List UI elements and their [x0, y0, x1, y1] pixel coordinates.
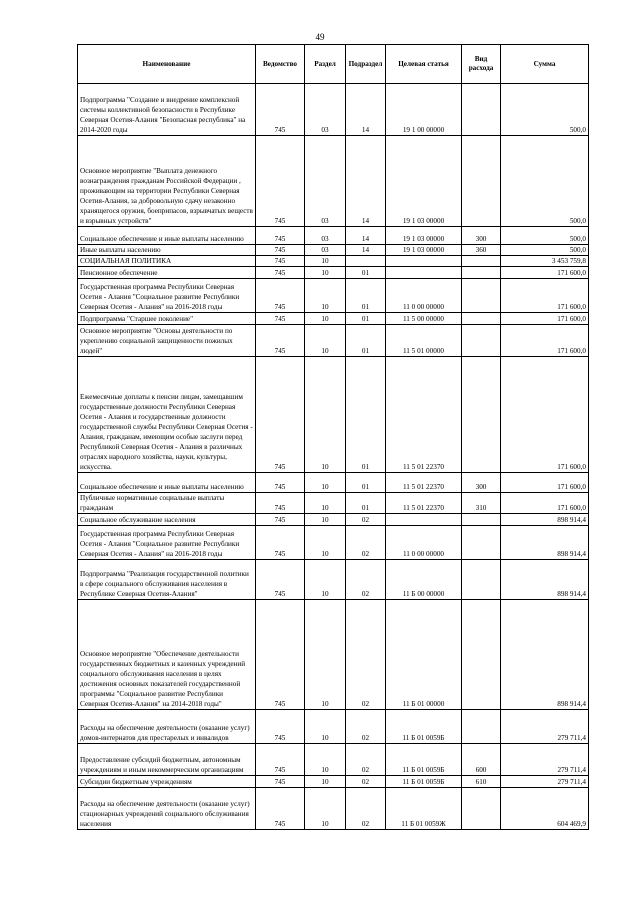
- cell-vid: [462, 136, 501, 227]
- cell-summa: 500,0: [501, 245, 589, 256]
- cell-vid: [462, 357, 501, 473]
- cell-vid: [462, 325, 501, 357]
- cell-name: Основное мероприятие "Выплата денежного вознаграждения гражданам Российской Федерации , проживающим на территории Республики Северная Осетия-Алания, за добровольную сдачу незаконно хранящегося оружия, боеприпасов, взрывчатых веществ и взрывных устройств": [78, 136, 256, 227]
- cell-statya: 11 5 01 00000: [386, 325, 462, 357]
- cell-ved: 745: [256, 600, 305, 710]
- cell-razdel: 03: [305, 227, 346, 245]
- table-row: [78, 84, 589, 136]
- cell-statya: 11 Б 01 0059Б: [386, 744, 462, 776]
- table-row: [78, 788, 589, 830]
- cell-vid: [462, 267, 501, 279]
- cell-razdel: 10: [305, 514, 346, 526]
- cell-statya: 11 5 01 22370: [386, 473, 462, 493]
- cell-razdel: 10: [305, 313, 346, 325]
- cell-statya: 11 0 00 00000: [386, 279, 462, 313]
- cell-vid: 610: [462, 776, 501, 788]
- cell-ved: 745: [256, 279, 305, 313]
- cell-podrazdel: 02: [346, 526, 386, 560]
- cell-vid: [462, 526, 501, 560]
- cell-name: Социальное обеспечение и иные выплаты населению: [78, 227, 256, 245]
- cell-summa: 171 600,0: [501, 473, 589, 493]
- cell-podrazdel: 02: [346, 788, 386, 830]
- cell-razdel: 10: [305, 788, 346, 830]
- cell-statya: 19 1 00 00000: [386, 84, 462, 136]
- cell-podrazdel: 14: [346, 136, 386, 227]
- cell-ved: 745: [256, 357, 305, 473]
- table-row: [78, 325, 589, 357]
- table-row: [78, 256, 589, 267]
- cell-statya: [386, 514, 462, 526]
- cell-podrazdel: 01: [346, 325, 386, 357]
- cell-podrazdel: 02: [346, 710, 386, 744]
- cell-name: Основное мероприятие "Обеспечение деятельности государственных бюджетных и казенных учреждений социального обслуживания населения в целях достижения основных показателей государственной программы "Социальное развитие Республики Северная Осетия-Алания" на 2014-2018 годы": [78, 600, 256, 710]
- header-podrazdel: Подраздел: [346, 45, 386, 84]
- cell-statya: [386, 256, 462, 267]
- table-row: [78, 357, 589, 473]
- cell-razdel: 10: [305, 279, 346, 313]
- cell-statya: 11 Б 01 0059Ж: [386, 788, 462, 830]
- header-statya: Целевая статья: [386, 45, 462, 84]
- cell-name: Подпрограмма "Старшее поколение": [78, 313, 256, 325]
- cell-vid: [462, 84, 501, 136]
- cell-razdel: 10: [305, 325, 346, 357]
- cell-razdel: 10: [305, 600, 346, 710]
- cell-podrazdel: 14: [346, 245, 386, 256]
- cell-razdel: 03: [305, 84, 346, 136]
- header-razdel: Раздел: [305, 45, 346, 84]
- cell-statya: 19 1 03 00000: [386, 245, 462, 256]
- cell-razdel: 10: [305, 710, 346, 744]
- cell-podrazdel: 01: [346, 493, 386, 514]
- table-header-row: [78, 45, 589, 84]
- cell-ved: 745: [256, 227, 305, 245]
- table-row: [78, 514, 589, 526]
- table-row: [78, 560, 589, 600]
- cell-name: Субсидии бюджетным учреждениям: [78, 776, 256, 788]
- table-row: [78, 267, 589, 279]
- cell-summa: 279 711,4: [501, 776, 589, 788]
- cell-ved: 745: [256, 560, 305, 600]
- cell-ved: 745: [256, 84, 305, 136]
- cell-name: Социальное обслуживание населения: [78, 514, 256, 526]
- table-row: [78, 136, 589, 227]
- table-row: [78, 776, 589, 788]
- cell-statya: 11 Б 01 0059Б: [386, 776, 462, 788]
- cell-name: Подпрограмма "Реализация государственной политики в сфере социального обслуживания населения в Республике Северная Осетия-Алания": [78, 560, 256, 600]
- cell-name: Государственная программа Республики Северная Осетия - Алания "Социальное развитие Республики Северная Осетия - Алания" на 2016-2018 годы: [78, 526, 256, 560]
- cell-podrazdel: 01: [346, 279, 386, 313]
- cell-ved: 745: [256, 136, 305, 227]
- table-row: [78, 600, 589, 710]
- cell-razdel: 10: [305, 526, 346, 560]
- cell-statya: 19 1 03 00000: [386, 227, 462, 245]
- cell-podrazdel: 02: [346, 560, 386, 600]
- cell-summa: 500,0: [501, 84, 589, 136]
- cell-summa: 171 600,0: [501, 325, 589, 357]
- cell-name: Ежемесячные доплаты к пенсии лицам, замещавшим государственные должности Республики Северная Осетия - Алания и государственные должности государственной службы Республики Северная Осетия - Алания, гражданам, имеющим особые заслуги перед Республикой Северная Осетия - Алания в различных отраслях народного хозяйства, науки, культуры, искусства.: [78, 357, 256, 473]
- cell-summa: 898 914,4: [501, 526, 589, 560]
- cell-podrazdel: 01: [346, 313, 386, 325]
- cell-razdel: 10: [305, 493, 346, 514]
- cell-statya: 11 Б 01 0059Б: [386, 710, 462, 744]
- cell-vid: [462, 514, 501, 526]
- cell-name: Социальное обеспечение и иные выплаты населению: [78, 473, 256, 493]
- cell-name: СОЦИАЛЬНАЯ ПОЛИТИКА: [78, 256, 256, 267]
- cell-name: Иные выплаты населению: [78, 245, 256, 256]
- cell-statya: 19 1 03 00000: [386, 136, 462, 227]
- cell-razdel: 03: [305, 136, 346, 227]
- cell-vid: [462, 600, 501, 710]
- cell-podrazdel: 02: [346, 514, 386, 526]
- cell-statya: 11 5 01 22370: [386, 357, 462, 473]
- cell-podrazdel: 14: [346, 227, 386, 245]
- cell-summa: 171 600,0: [501, 357, 589, 473]
- table-row: [78, 313, 589, 325]
- cell-ved: 745: [256, 710, 305, 744]
- cell-name: Публичные нормативные социальные выплаты гражданам: [78, 493, 256, 514]
- cell-name: Государственная программа Республики Северная Осетия - Алания "Социальное развитие Республики Северная Осетия - Алания" на 2016-2018 годы: [78, 279, 256, 313]
- cell-name: Основное мероприятие "Основы деятельности по укреплению социальной защищенности пожилых людей": [78, 325, 256, 357]
- cell-razdel: 10: [305, 256, 346, 267]
- cell-ved: 745: [256, 788, 305, 830]
- cell-statya: 11 Б 00 00000: [386, 560, 462, 600]
- cell-podrazdel: 14: [346, 84, 386, 136]
- cell-podrazdel: [346, 256, 386, 267]
- cell-summa: 171 600,0: [501, 279, 589, 313]
- table-row: [78, 245, 589, 256]
- cell-name: Пенсионное обеспечение: [78, 267, 256, 279]
- cell-name: Предоставление субсидий бюджетным, автономным учреждениям и иным некоммерческим организациям: [78, 744, 256, 776]
- header-vid: Вид расхода: [462, 45, 501, 84]
- cell-ved: 745: [256, 313, 305, 325]
- budget-table: [77, 44, 589, 830]
- cell-statya: [386, 267, 462, 279]
- cell-razdel: 10: [305, 776, 346, 788]
- cell-vid: [462, 560, 501, 600]
- cell-podrazdel: 01: [346, 357, 386, 473]
- cell-podrazdel: 02: [346, 744, 386, 776]
- header-ved: Ведомство: [256, 45, 305, 84]
- cell-name: Расходы на обеспечение деятельности (оказание услуг) стационарных учреждений социального обслуживания населения: [78, 788, 256, 830]
- cell-summa: 171 600,0: [501, 493, 589, 514]
- cell-razdel: 10: [305, 560, 346, 600]
- cell-summa: 500,0: [501, 136, 589, 227]
- table-row: [78, 473, 589, 493]
- cell-statya: 11 0 00 00000: [386, 526, 462, 560]
- cell-podrazdel: 02: [346, 776, 386, 788]
- table-row: [78, 526, 589, 560]
- cell-name: Подпрограмма "Создание и внедрение комплексной системы коллективной безопасности в Республике Северная Осетия-Алания "Безопасная республика" на 2014-2020 годы: [78, 84, 256, 136]
- cell-summa: 500,0: [501, 227, 589, 245]
- cell-ved: 745: [256, 256, 305, 267]
- cell-podrazdel: 01: [346, 473, 386, 493]
- page-number: 49: [315, 32, 325, 42]
- cell-vid: 310: [462, 493, 501, 514]
- cell-ved: 745: [256, 473, 305, 493]
- cell-vid: [462, 256, 501, 267]
- cell-statya: 11 5 00 00000: [386, 313, 462, 325]
- cell-ved: 745: [256, 245, 305, 256]
- cell-statya: 11 5 01 22370: [386, 493, 462, 514]
- cell-ved: 745: [256, 325, 305, 357]
- table-row: [78, 493, 589, 514]
- cell-vid: [462, 279, 501, 313]
- cell-summa: 279 711,4: [501, 744, 589, 776]
- cell-podrazdel: 01: [346, 267, 386, 279]
- cell-summa: 3 453 759,8: [501, 256, 589, 267]
- table-row: [78, 744, 589, 776]
- header-name: Наименование: [78, 45, 256, 84]
- cell-summa: 898 914,4: [501, 600, 589, 710]
- cell-statya: 11 Б 01 00000: [386, 600, 462, 710]
- table-row: [78, 227, 589, 245]
- cell-ved: 745: [256, 493, 305, 514]
- cell-razdel: 03: [305, 245, 346, 256]
- cell-razdel: 10: [305, 473, 346, 493]
- cell-razdel: 10: [305, 357, 346, 473]
- cell-summa: 279 711,4: [501, 710, 589, 744]
- cell-ved: 745: [256, 267, 305, 279]
- cell-razdel: 10: [305, 744, 346, 776]
- table-row: [78, 279, 589, 313]
- cell-name: Расходы на обеспечение деятельности (оказание услуг) домов-интернатов для престарелых и инвалидов: [78, 710, 256, 744]
- cell-ved: 745: [256, 776, 305, 788]
- cell-razdel: 10: [305, 267, 346, 279]
- cell-vid: 300: [462, 473, 501, 493]
- table-row: [78, 710, 589, 744]
- cell-summa: 171 600,0: [501, 267, 589, 279]
- cell-vid: [462, 788, 501, 830]
- cell-vid: [462, 710, 501, 744]
- cell-vid: [462, 313, 501, 325]
- cell-vid: 360: [462, 245, 501, 256]
- cell-vid: 300: [462, 227, 501, 245]
- cell-podrazdel: 02: [346, 600, 386, 710]
- cell-ved: 745: [256, 526, 305, 560]
- cell-ved: 745: [256, 744, 305, 776]
- cell-vid: 600: [462, 744, 501, 776]
- cell-ved: 745: [256, 514, 305, 526]
- header-summa: Сумма: [501, 45, 589, 84]
- cell-summa: 898 914,4: [501, 514, 589, 526]
- cell-summa: 604 469,9: [501, 788, 589, 830]
- cell-summa: 898 914,4: [501, 560, 589, 600]
- cell-summa: 171 600,0: [501, 313, 589, 325]
